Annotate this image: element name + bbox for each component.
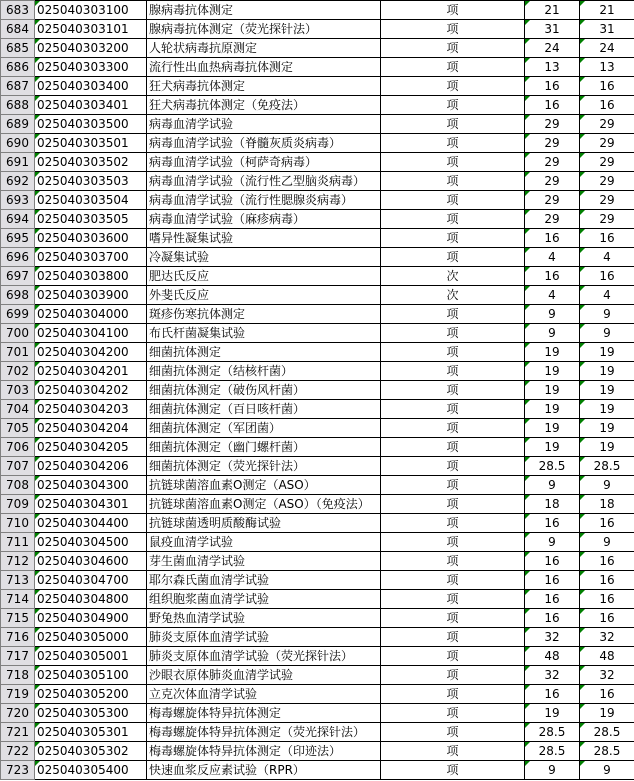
row-number[interactable]: 705 bbox=[1, 419, 35, 438]
unit-cell[interactable]: 项 bbox=[381, 20, 525, 39]
row-number[interactable]: 722 bbox=[1, 742, 35, 761]
item-name-cell[interactable]: 梅毒螺旋体特异抗体测定（荧光探针法） bbox=[147, 723, 381, 742]
item-code-cell[interactable]: 025040304203 bbox=[35, 400, 147, 419]
unit-cell[interactable]: 项 bbox=[381, 571, 525, 590]
table-row bbox=[1, 400, 634, 419]
table-row bbox=[1, 419, 634, 438]
price-cell-2[interactable]: 9 bbox=[580, 324, 634, 343]
item-code-cell[interactable]: 025040303503 bbox=[35, 172, 147, 191]
price-cell-2[interactable]: 19 bbox=[580, 400, 634, 419]
price-cell-2[interactable]: 28.5 bbox=[580, 742, 634, 761]
item-code-cell[interactable]: 025040305200 bbox=[35, 685, 147, 704]
row-number[interactable]: 709 bbox=[1, 495, 35, 514]
price-cell-1[interactable]: 29 bbox=[525, 210, 580, 229]
row-number[interactable]: 708 bbox=[1, 476, 35, 495]
price-cell-1[interactable]: 29 bbox=[525, 153, 580, 172]
price-cell-1[interactable]: 9 bbox=[525, 324, 580, 343]
price-cell-2[interactable]: 13 bbox=[580, 58, 634, 77]
table-row bbox=[1, 77, 634, 96]
price-cell-1[interactable]: 19 bbox=[525, 381, 580, 400]
price-cell-2[interactable]: 28.5 bbox=[580, 457, 634, 476]
unit-cell[interactable]: 项 bbox=[381, 419, 525, 438]
item-name-cell[interactable]: 狂犬病毒抗体测定（免疫法） bbox=[147, 96, 381, 115]
table-row bbox=[1, 20, 634, 39]
table-row bbox=[1, 115, 634, 134]
price-cell-1[interactable]: 9 bbox=[525, 533, 580, 552]
table-row bbox=[1, 666, 634, 685]
table-row bbox=[1, 476, 634, 495]
price-cell-1[interactable]: 19 bbox=[525, 419, 580, 438]
item-code-cell[interactable]: 025040305100 bbox=[35, 666, 147, 685]
row-number[interactable]: 703 bbox=[1, 381, 35, 400]
price-cell-1[interactable]: 9 bbox=[525, 476, 580, 495]
table-row bbox=[1, 343, 634, 362]
item-code-cell[interactable]: 025040304000 bbox=[35, 305, 147, 324]
row-number[interactable]: 699 bbox=[1, 305, 35, 324]
item-code-cell[interactable]: 025040303600 bbox=[35, 229, 147, 248]
price-cell-1[interactable]: 16 bbox=[525, 685, 580, 704]
row-number[interactable]: 714 bbox=[1, 590, 35, 609]
price-cell-1[interactable]: 19 bbox=[525, 343, 580, 362]
table-row bbox=[1, 134, 634, 153]
unit-cell[interactable]: 项 bbox=[381, 476, 525, 495]
row-number[interactable]: 716 bbox=[1, 628, 35, 647]
price-cell-1[interactable]: 9 bbox=[525, 761, 580, 780]
unit-cell[interactable]: 项 bbox=[381, 115, 525, 134]
table-row bbox=[1, 305, 634, 324]
unit-cell[interactable]: 项 bbox=[381, 153, 525, 172]
item-name-cell[interactable]: 细菌抗体测定（荧光探针法） bbox=[147, 457, 381, 476]
table-row bbox=[1, 552, 634, 571]
price-cell-1[interactable]: 28.5 bbox=[525, 723, 580, 742]
table-row bbox=[1, 495, 634, 514]
row-number[interactable]: 687 bbox=[1, 77, 35, 96]
unit-cell[interactable]: 项 bbox=[381, 723, 525, 742]
price-cell-2[interactable]: 21 bbox=[580, 1, 634, 20]
unit-cell[interactable]: 项 bbox=[381, 742, 525, 761]
item-code-cell[interactable]: 025040305000 bbox=[35, 628, 147, 647]
unit-cell[interactable]: 项 bbox=[381, 229, 525, 248]
unit-cell[interactable]: 项 bbox=[381, 381, 525, 400]
row-number[interactable]: 701 bbox=[1, 343, 35, 362]
row-number[interactable]: 712 bbox=[1, 552, 35, 571]
item-name-cell[interactable]: 嗜异性凝集试验 bbox=[147, 229, 381, 248]
price-cell-2[interactable]: 19 bbox=[580, 438, 634, 457]
table-row bbox=[1, 514, 634, 533]
table-row bbox=[1, 628, 634, 647]
table-row bbox=[1, 286, 634, 305]
item-name-cell[interactable]: 肺炎支原体血清学试验（荧光探针法） bbox=[147, 647, 381, 666]
item-name-cell[interactable]: 病毒血清学试验（柯萨奇病毒） bbox=[147, 153, 381, 172]
item-code-cell[interactable]: 025040304400 bbox=[35, 514, 147, 533]
item-code-cell[interactable]: 025040303501 bbox=[35, 134, 147, 153]
row-number[interactable]: 706 bbox=[1, 438, 35, 457]
table-row bbox=[1, 571, 634, 590]
item-code-cell[interactable]: 025040303401 bbox=[35, 96, 147, 115]
item-name-cell[interactable]: 狂犬病毒抗体测定 bbox=[147, 77, 381, 96]
row-number[interactable]: 688 bbox=[1, 96, 35, 115]
unit-cell[interactable]: 项 bbox=[381, 438, 525, 457]
unit-cell[interactable]: 次 bbox=[381, 267, 525, 286]
unit-cell[interactable]: 项 bbox=[381, 514, 525, 533]
row-number[interactable]: 690 bbox=[1, 134, 35, 153]
item-code-cell[interactable]: 025040305001 bbox=[35, 647, 147, 666]
price-cell-2[interactable]: 29 bbox=[580, 210, 634, 229]
item-code-cell[interactable]: 025040303101 bbox=[35, 20, 147, 39]
price-cell-2[interactable]: 28.5 bbox=[580, 723, 634, 742]
table-row bbox=[1, 39, 634, 58]
unit-cell[interactable]: 项 bbox=[381, 39, 525, 58]
table-row bbox=[1, 153, 634, 172]
price-cell-2[interactable]: 29 bbox=[580, 134, 634, 153]
price-cell-1[interactable]: 13 bbox=[525, 58, 580, 77]
item-name-cell[interactable]: 细菌抗体测定（军团菌） bbox=[147, 419, 381, 438]
unit-cell[interactable]: 项 bbox=[381, 134, 525, 153]
item-code-cell[interactable]: 025040304600 bbox=[35, 552, 147, 571]
price-cell-2[interactable]: 32 bbox=[580, 628, 634, 647]
price-cell-2[interactable]: 29 bbox=[580, 172, 634, 191]
price-cell-2[interactable]: 19 bbox=[580, 362, 634, 381]
price-cell-2[interactable]: 9 bbox=[580, 761, 634, 780]
row-number[interactable]: 720 bbox=[1, 704, 35, 723]
table-row bbox=[1, 609, 634, 628]
price-cell-2[interactable]: 29 bbox=[580, 153, 634, 172]
item-name-cell[interactable]: 病毒血清学试验（流行性乙型脑炎病毒） bbox=[147, 172, 381, 191]
item-code-cell[interactable]: 025040303100 bbox=[35, 1, 147, 20]
table-row bbox=[1, 761, 634, 780]
item-name-cell[interactable]: 沙眼衣原体肺炎血清学试验 bbox=[147, 666, 381, 685]
price-cell-1[interactable]: 16 bbox=[525, 552, 580, 571]
item-code-cell[interactable]: 025040303502 bbox=[35, 153, 147, 172]
price-cell-2[interactable]: 4 bbox=[580, 248, 634, 267]
item-code-cell[interactable]: 025040304201 bbox=[35, 362, 147, 381]
table-row bbox=[1, 723, 634, 742]
row-number[interactable]: 695 bbox=[1, 229, 35, 248]
price-cell-2[interactable]: 9 bbox=[580, 533, 634, 552]
table-row bbox=[1, 191, 634, 210]
unit-cell[interactable]: 项 bbox=[381, 191, 525, 210]
row-number[interactable]: 713 bbox=[1, 571, 35, 590]
item-name-cell[interactable]: 梅毒螺旋体特异抗体测定（印迹法） bbox=[147, 742, 381, 761]
item-code-cell[interactable]: 025040304300 bbox=[35, 476, 147, 495]
price-cell-2[interactable]: 48 bbox=[580, 647, 634, 666]
price-cell-1[interactable]: 32 bbox=[525, 628, 580, 647]
table-row bbox=[1, 229, 634, 248]
unit-cell[interactable]: 项 bbox=[381, 590, 525, 609]
item-name-cell[interactable]: 鼠疫血清学试验 bbox=[147, 533, 381, 552]
price-cell-2[interactable]: 16 bbox=[580, 267, 634, 286]
unit-cell[interactable]: 项 bbox=[381, 362, 525, 381]
row-number[interactable]: 718 bbox=[1, 666, 35, 685]
price-cell-1[interactable]: 31 bbox=[525, 20, 580, 39]
price-cell-2[interactable]: 19 bbox=[580, 704, 634, 723]
item-code-cell[interactable]: 025040303300 bbox=[35, 58, 147, 77]
row-number[interactable]: 704 bbox=[1, 400, 35, 419]
price-cell-2[interactable]: 16 bbox=[580, 590, 634, 609]
unit-cell[interactable]: 项 bbox=[381, 495, 525, 514]
table-row bbox=[1, 172, 634, 191]
table-row bbox=[1, 324, 634, 343]
price-cell-2[interactable]: 16 bbox=[580, 571, 634, 590]
price-cell-1[interactable]: 16 bbox=[525, 590, 580, 609]
table-row bbox=[1, 1, 634, 20]
price-cell-2[interactable]: 16 bbox=[580, 77, 634, 96]
sheet-body bbox=[1, 1, 634, 780]
item-name-cell[interactable]: 肺炎支原体血清学试验 bbox=[147, 628, 381, 647]
item-name-cell[interactable]: 野兔热血清学试验 bbox=[147, 609, 381, 628]
item-code-cell[interactable]: 025040305300 bbox=[35, 704, 147, 723]
price-cell-2[interactable]: 16 bbox=[580, 552, 634, 571]
unit-cell[interactable]: 次 bbox=[381, 286, 525, 305]
item-code-cell[interactable]: 025040303900 bbox=[35, 286, 147, 305]
item-name-cell[interactable]: 病毒血清学试验（麻疹病毒） bbox=[147, 210, 381, 229]
item-name-cell[interactable]: 斑疹伤寒抗体测定 bbox=[147, 305, 381, 324]
item-name-cell[interactable]: 立克次体血清学试验 bbox=[147, 685, 381, 704]
price-cell-2[interactable]: 9 bbox=[580, 476, 634, 495]
item-name-cell[interactable]: 布氏杆菌凝集试验 bbox=[147, 324, 381, 343]
row-number[interactable]: 721 bbox=[1, 723, 35, 742]
unit-cell[interactable]: 项 bbox=[381, 58, 525, 77]
price-cell-1[interactable]: 16 bbox=[525, 77, 580, 96]
row-number[interactable]: 717 bbox=[1, 647, 35, 666]
price-cell-1[interactable]: 29 bbox=[525, 191, 580, 210]
item-code-cell[interactable]: 025040304700 bbox=[35, 571, 147, 590]
price-cell-2[interactable]: 19 bbox=[580, 419, 634, 438]
price-cell-1[interactable]: 4 bbox=[525, 248, 580, 267]
item-code-cell[interactable]: 025040305302 bbox=[35, 742, 147, 761]
item-name-cell[interactable]: 芽生菌血清学试验 bbox=[147, 552, 381, 571]
price-cell-1[interactable]: 28.5 bbox=[525, 457, 580, 476]
item-name-cell[interactable]: 抗链球菌溶血素O测定（ASO）（免疫法） bbox=[147, 495, 381, 514]
row-number[interactable]: 689 bbox=[1, 115, 35, 134]
item-code-cell[interactable]: 025040303505 bbox=[35, 210, 147, 229]
price-cell-2[interactable]: 16 bbox=[580, 609, 634, 628]
price-cell-1[interactable]: 16 bbox=[525, 514, 580, 533]
item-name-cell[interactable]: 细菌抗体测定 bbox=[147, 343, 381, 362]
item-code-cell[interactable]: 025040304206 bbox=[35, 457, 147, 476]
price-cell-1[interactable]: 4 bbox=[525, 286, 580, 305]
unit-cell[interactable]: 项 bbox=[381, 324, 525, 343]
row-number[interactable]: 702 bbox=[1, 362, 35, 381]
table-row bbox=[1, 210, 634, 229]
item-name-cell[interactable]: 梅毒螺旋体特异抗体测定 bbox=[147, 704, 381, 723]
table-row bbox=[1, 248, 634, 267]
unit-cell[interactable]: 项 bbox=[381, 552, 525, 571]
unit-cell[interactable]: 项 bbox=[381, 533, 525, 552]
item-name-cell[interactable]: 耶尔森氏菌血清学试验 bbox=[147, 571, 381, 590]
unit-cell[interactable]: 项 bbox=[381, 666, 525, 685]
price-cell-2[interactable]: 31 bbox=[580, 20, 634, 39]
row-number[interactable]: 685 bbox=[1, 39, 35, 58]
row-number[interactable]: 694 bbox=[1, 210, 35, 229]
row-number[interactable]: 715 bbox=[1, 609, 35, 628]
price-cell-1[interactable]: 16 bbox=[525, 609, 580, 628]
item-code-cell[interactable]: 025040304100 bbox=[35, 324, 147, 343]
table-row bbox=[1, 457, 634, 476]
item-code-cell[interactable]: 025040304301 bbox=[35, 495, 147, 514]
row-number[interactable]: 723 bbox=[1, 761, 35, 780]
item-code-cell[interactable]: 025040303400 bbox=[35, 77, 147, 96]
item-name-cell[interactable]: 外斐氏反应 bbox=[147, 286, 381, 305]
table-row bbox=[1, 381, 634, 400]
item-code-cell[interactable]: 025040304500 bbox=[35, 533, 147, 552]
price-cell-2[interactable]: 16 bbox=[580, 229, 634, 248]
unit-cell[interactable]: 项 bbox=[381, 248, 525, 267]
table-row bbox=[1, 96, 634, 115]
item-name-cell[interactable]: 腺病毒抗体测定 bbox=[147, 1, 381, 20]
item-code-cell[interactable]: 025040303504 bbox=[35, 191, 147, 210]
item-code-cell[interactable]: 025040304200 bbox=[35, 343, 147, 362]
row-number[interactable]: 683 bbox=[1, 1, 35, 20]
item-name-cell[interactable]: 快速血浆反应素试验（RPR） bbox=[147, 761, 381, 780]
item-code-cell[interactable]: 025040303700 bbox=[35, 248, 147, 267]
unit-cell[interactable]: 项 bbox=[381, 210, 525, 229]
price-cell-1[interactable]: 19 bbox=[525, 400, 580, 419]
unit-cell[interactable]: 项 bbox=[381, 1, 525, 20]
row-number[interactable]: 698 bbox=[1, 286, 35, 305]
price-cell-1[interactable]: 18 bbox=[525, 495, 580, 514]
row-number[interactable]: 707 bbox=[1, 457, 35, 476]
table-row bbox=[1, 267, 634, 286]
unit-cell[interactable]: 项 bbox=[381, 609, 525, 628]
price-cell-1[interactable]: 48 bbox=[525, 647, 580, 666]
item-code-cell[interactable]: 025040304204 bbox=[35, 419, 147, 438]
row-number[interactable]: 697 bbox=[1, 267, 35, 286]
row-number[interactable]: 700 bbox=[1, 324, 35, 343]
price-cell-2[interactable]: 24 bbox=[580, 39, 634, 58]
item-code-cell[interactable]: 025040304202 bbox=[35, 381, 147, 400]
item-name-cell[interactable]: 细菌抗体测定（破伤风杆菌） bbox=[147, 381, 381, 400]
price-cell-1[interactable]: 28.5 bbox=[525, 742, 580, 761]
price-cell-2[interactable]: 16 bbox=[580, 685, 634, 704]
row-number[interactable]: 684 bbox=[1, 20, 35, 39]
item-name-cell[interactable]: 组织胞浆菌血清学试验 bbox=[147, 590, 381, 609]
row-number[interactable]: 719 bbox=[1, 685, 35, 704]
table-row bbox=[1, 685, 634, 704]
item-code-cell[interactable]: 025040304800 bbox=[35, 590, 147, 609]
price-cell-1[interactable]: 19 bbox=[525, 362, 580, 381]
table-row bbox=[1, 590, 634, 609]
price-cell-1[interactable]: 21 bbox=[525, 1, 580, 20]
table-row bbox=[1, 704, 634, 723]
price-cell-1[interactable]: 24 bbox=[525, 39, 580, 58]
table-row bbox=[1, 742, 634, 761]
item-name-cell[interactable]: 人轮状病毒抗原测定 bbox=[147, 39, 381, 58]
row-number[interactable]: 711 bbox=[1, 533, 35, 552]
item-code-cell[interactable]: 025040303200 bbox=[35, 39, 147, 58]
item-name-cell[interactable]: 细菌抗体测定（百日咳杆菌） bbox=[147, 400, 381, 419]
unit-cell[interactable]: 项 bbox=[381, 96, 525, 115]
price-cell-1[interactable]: 16 bbox=[525, 96, 580, 115]
price-cell-2[interactable]: 9 bbox=[580, 305, 634, 324]
unit-cell[interactable]: 项 bbox=[381, 77, 525, 96]
price-cell-2[interactable]: 18 bbox=[580, 495, 634, 514]
item-code-cell[interactable]: 025040304900 bbox=[35, 609, 147, 628]
item-code-cell[interactable]: 025040305301 bbox=[35, 723, 147, 742]
unit-cell[interactable]: 项 bbox=[381, 400, 525, 419]
item-code-cell[interactable]: 025040304205 bbox=[35, 438, 147, 457]
price-cell-1[interactable]: 29 bbox=[525, 134, 580, 153]
item-name-cell[interactable]: 抗链球菌透明质酸酶试验 bbox=[147, 514, 381, 533]
item-name-cell[interactable]: 腺病毒抗体测定（荧光探针法） bbox=[147, 20, 381, 39]
item-code-cell[interactable]: 025040303800 bbox=[35, 267, 147, 286]
unit-cell[interactable]: 项 bbox=[381, 685, 525, 704]
item-code-cell[interactable]: 025040303500 bbox=[35, 115, 147, 134]
unit-cell[interactable]: 项 bbox=[381, 761, 525, 780]
item-name-cell[interactable]: 冷凝集试验 bbox=[147, 248, 381, 267]
unit-cell[interactable]: 项 bbox=[381, 343, 525, 362]
item-name-cell[interactable]: 细菌抗体测定（结核杆菌） bbox=[147, 362, 381, 381]
unit-cell[interactable]: 项 bbox=[381, 647, 525, 666]
row-number[interactable]: 686 bbox=[1, 58, 35, 77]
item-name-cell[interactable]: 细菌抗体测定（幽门螺杆菌） bbox=[147, 438, 381, 457]
price-cell-2[interactable]: 4 bbox=[580, 286, 634, 305]
price-cell-2[interactable]: 16 bbox=[580, 514, 634, 533]
price-cell-1[interactable]: 16 bbox=[525, 571, 580, 590]
unit-cell[interactable]: 项 bbox=[381, 628, 525, 647]
row-number[interactable]: 710 bbox=[1, 514, 35, 533]
table-row bbox=[1, 533, 634, 552]
price-cell-2[interactable]: 19 bbox=[580, 343, 634, 362]
price-cell-1[interactable]: 32 bbox=[525, 666, 580, 685]
row-number[interactable]: 696 bbox=[1, 248, 35, 267]
item-name-cell[interactable]: 抗链球菌溶血素O测定（ASO） bbox=[147, 476, 381, 495]
price-cell-1[interactable]: 29 bbox=[525, 115, 580, 134]
price-cell-2[interactable]: 32 bbox=[580, 666, 634, 685]
row-number[interactable]: 693 bbox=[1, 191, 35, 210]
row-number[interactable]: 692 bbox=[1, 172, 35, 191]
price-cell-2[interactable]: 29 bbox=[580, 115, 634, 134]
item-name-cell[interactable]: 病毒血清学试验（脊髓灰质炎病毒） bbox=[147, 134, 381, 153]
price-cell-1[interactable]: 16 bbox=[525, 229, 580, 248]
unit-cell[interactable]: 项 bbox=[381, 457, 525, 476]
item-name-cell[interactable]: 肥达氏反应 bbox=[147, 267, 381, 286]
item-name-cell[interactable]: 流行性出血热病毒抗体测定 bbox=[147, 58, 381, 77]
table-row bbox=[1, 58, 634, 77]
item-name-cell[interactable]: 病毒血清学试验（流行性腮腺炎病毒） bbox=[147, 191, 381, 210]
item-code-cell[interactable]: 025040305400 bbox=[35, 761, 147, 780]
price-cell-1[interactable]: 19 bbox=[525, 438, 580, 457]
table-row bbox=[1, 438, 634, 457]
price-cell-1[interactable]: 19 bbox=[525, 704, 580, 723]
price-cell-1[interactable]: 16 bbox=[525, 267, 580, 286]
price-cell-2[interactable]: 19 bbox=[580, 381, 634, 400]
table-row bbox=[1, 647, 634, 666]
price-cell-1[interactable]: 29 bbox=[525, 172, 580, 191]
unit-cell[interactable]: 项 bbox=[381, 172, 525, 191]
price-cell-1[interactable]: 9 bbox=[525, 305, 580, 324]
price-cell-2[interactable]: 29 bbox=[580, 191, 634, 210]
row-number[interactable]: 691 bbox=[1, 153, 35, 172]
price-cell-2[interactable]: 16 bbox=[580, 96, 634, 115]
unit-cell[interactable]: 项 bbox=[381, 305, 525, 324]
table-row bbox=[1, 362, 634, 381]
unit-cell[interactable]: 项 bbox=[381, 704, 525, 723]
item-name-cell[interactable]: 病毒血清学试验 bbox=[147, 115, 381, 134]
